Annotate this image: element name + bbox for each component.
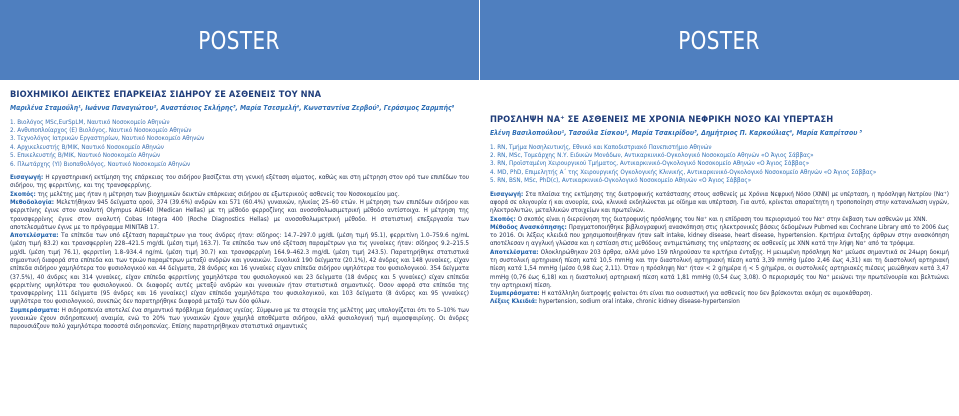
section-text: Στα πλαίσια της εκτίμησης της διατροφικής κατάστασης στους ασθενείς με Χρόνια Νεφρική Νόσο (ΧΝΝ) με υπέρταση, η πρόσληψη Νατρίου (Να⁺) αφορά σε ολιγουρία ή και ανουρία, ενώ, κλινικά εκδηλώνεται με οίδημα και υπέρταση. Για αυτό, κρίνεται απαραίτητη η τροποποίηση στην καταναλωση υγρών, ηλεκτρολυτών, μεταλλικών στοιχείων και πρωτεϊνών. [490,190,949,215]
right-section-aim [490,216,949,224]
left-poster-content [0,80,479,332]
section-text: hypertension, sodium oral intake, chronic kidney disease-hypertension [537,298,740,306]
left-section-introduction [10,174,469,191]
section-text: Τα επίπεδα των υπό εξέταση παραμέτρων για τους άνδρες ήταν: σίδηρος: 14.7–297.0 μg/dL (μέση τιμή 95.1), φερριτίνη 1.0–759.6 ng/mL (μέση τιμή 83.2) και τρανσφερρίνη 228–421.5 mg/dL (μέση τιμή 163.7). Τα επίπεδα των υπό εξέταση παραμέτρων για τις γυναίκες ήταν: σίδηρος 9.2–215.5 μg/dL (μέση τιμή 76.1), φερριτίνη 1.8–934.4 ng/mL (μέση τιμή 30.7) και τρανσφερρίνη 164.9–462.3 mg/dL (μέση τιμή 243.5). Παρατηρήθηκε στατιστικά σημαντική διαφορά στα επίπεδα και των τριών παραμέτρων μεταξύ ανδρών και γυναικών. Συνολικά 190 δείγματα (20.1%), 42 άνδρες και 148 γυναίκες, είχαν επίπεδα σιδήρου χαμηλότερα του φυσιολογικού και 44 δείγματα, 28 άνδρες και 16 γυναίκες είχαν επίπεδα σιδήρου υψηλότερα του φυσιολογικού. 354 δείγματα (37.5%), 40 άνδρες και 314 γυναίκες, είχαν επίπεδα φερριτίνης χαμηλότερα του φυσιολογικού και 23 δείγματα (18 άνδρες και 5 γυναίκες) είχαν επίπεδα φερριτίνης υψηλότερα του φυσιολογικού. Οι διαφορές αυτές μεταξύ ανδρών και γυναικών ήταν στατιστικά σημαντικές. Όσον αφορά στα επίπεδα της τρανσφερρίνης 111 δείγματα (95 άνδρες και 16 γυναίκες) είχαν επίπεδα χαμηλότερα του φυσιολογικού, και 103 δείγματα (8 άνδρες και 95 γυναίκες) υψηλότερα του φυσιολογικού, συνεπώς δεν παρατηρήθηκε διαφορά μεταξύ των δύο φύλων. [10,232,469,306]
section-label: Μέθοδος Ανασκόπησης: [490,223,567,231]
section-label: Συμπεράσματα: [10,306,60,314]
affiliation-item: 3. Τεχνολόγος Ιατρικών Εργαστηρίων, Ναυτικό Νοσοκομείο Αθηνών [10,135,205,143]
section-text: Η εργαστηριακή εκτίμηση της επάρκειας του σιδήρου βασίζεται στη γενική εξέταση αίματος, καθώς και στη μέτρηση στον ορό των επιπέδων του σιδήρου, της φερριτίνης, και της τρανσφερρίνης. [10,174,469,190]
section-label: Αποτελέσματα: [10,232,59,240]
section-label: Αποτελέσματα: [490,248,539,256]
affiliation-item: 1. RN, Τμήμα Νοσηλευτικής, Εθνικό και Καποδιστριακό Πανεπιστήμιο Αθηνών [490,143,712,151]
left-abstract-title: ΒΙΟΧΗΜΙΚΟΙ ΔΕΙΚΤΕΣ ΕΠΑΡΚΕΙΑΣ ΣΙΔΗΡΟΥ ΣΕ ΑΣΘΕΝΕΙΣ ΤΟΥ ΝΝΑ [10,89,322,100]
left-section-aim [10,191,469,199]
affiliation-item: 1. Βιολόγος MSc,EurSpLM, Ναυτικό Νοσοκομείο Αθηνών [10,118,170,126]
affiliation-item: 3. RN, Προϊσταμένη Χειρουργικού Τμήματος, Αντικαρκινικό-Ογκολογικό Νοσοκομείο Αθηνών «Ο Άγιος Σάββας» [490,160,810,168]
section-text: της μελέτης μας ήταν η μέτρηση των βιοχημικών δεικτών επάρκειας σιδήρου σε εξωτερικούς ασθενείς του Νοσοκομείου μας. [35,190,400,198]
left-section-conclusions [10,307,469,332]
section-label: Συμπεράσματα: [490,290,540,298]
right-abstract-title: ΠΡΟΣΛΗΨΗ ΝΑ⁺ ΣΕ ΑΣΘΕΝΕΙΣ ΜΕ ΧΡΟΝΙΑ ΝΕΦΡΙΚΗ ΝΟΣΟ ΚΑΙ ΥΠΕΡΤΑΣΗ [490,114,834,125]
right-section-introduction [490,191,949,216]
affiliation-item: 2. RN, MSc, Τομεάρχης Ν.Υ. Ειδικών Μονάδων, Αντικαρκινικό-Ογκολογικό Νοσοκομείο Αθηνών «Ο Άγιος Σάββας» [490,152,814,159]
section-label: Σκοπός: [10,190,36,198]
section-text: Ο σκοπός είναι η διερεύνηση της διατροφικής πρόσληψης του Να⁺ και η επίδραση του περιορισμού του Να⁺ στην έκβαση των ασθενών με ΧΝΝ. [515,215,928,223]
section-text: Η κατάλληλη διατροφής φαίνεται ότι είναι πιο ουσιαστική για ασθενείς που δεν βρίσκονται ακόμη σε αιμοκάθαρση. [539,290,873,298]
affiliation-item: 4. MD, PhD, Επιμελητής Α΄ της Χειρουργικής Ογκολογικής Κλινικής, Αντικαρκινικό-Ογκολογικό Νοσοκομείο Αθηνών «Ο Άγιος Σάββας» [490,168,877,176]
right-poster-banner [480,0,959,80]
section-text: Η σιδηροπενία αποτελεί ένα σημαντικό πρόβλημα δημόσιας υγείας. Σύμφωνα με τα στοιχεία της μελέτης μας υπολογίζεται ότι το 5–10% των γυναικών έχουν σιδηροπενική αναιμία, ενώ το 20% των γυναικών έχουν χαμηλά αποθέματα σιδήρου, αλλά φυσιολογική τιμή αιμοσφαιρίνης. Οι άνδρες παρουσιάζουν πολύ χαμηλότερα ποσοστά σιδηροπενίας. Επίσης παρατηρήθηκαν στατιστικά σημαντικές [10,306,469,331]
affiliation-item: 4. Αρχικελευστής Β/ΜΙΚ, Ναυτικό Νοσοκομείο Αθηνών [10,143,164,151]
right-banner-title: POSTER [678,25,761,55]
right-affiliations [490,144,949,186]
right-section-keywords [490,298,949,306]
left-authors: Μαριλένα Σταμούλη¹, Ιωάννα Παναγιώτου², Αναστάσιος Σκλήρης³, Μαρία Τσεσμελή⁴, Κωνσταντίνα Ζερβού⁵, Γεράσιμος Ζαρμπής⁶ [10,104,455,112]
section-text: Μελετήθηκαν 945 δείγματα ορού, 374 (39.6%) ανδρών και 571 (60.4%) γυναικών, ηλικίας 25–60 ετών. Η μέτρηση των επιπέδων σιδήρου και φερριτίνης έγινε στον αναλυτή Olympus AU640 (Medican Hellas) με τη μέθοδο φερροζίνης και ανοσοθολωσιμετρική μέθοδο αντίστοιχα. Η μέτρηση της τρανσφερρίνης έγινε στον αναλυτή Cobas Integra 400 (Roche Diagnostics Hellas) με ανοσοθολωμετρική μέθοδο. Η στατιστική επεξεργασία των αποτελεσμάτων έγινε με το πρόγραμμα MINITAB 17. [10,198,469,231]
section-label: Λέξεις Κλειδιά: [490,298,538,306]
affiliation-item: 5. Επικελευστής Β/ΜΙΚ, Ναυτικό Νοσοκομείο Αθηνών [10,152,161,160]
right-section-review-method [490,224,949,249]
affiliation-item: 5. RN, BSN, MSc, PhD(c), Αντικαρκινικό-Ογκολογικό Νοσοκομείο Αθηνών «Ο Άγιος Σάββας» [490,177,752,185]
right-section-results [490,249,949,290]
affiliation-item: 6. Πλωτάρχης (ΥΙ) Βιοπαθολόγος, Ναυτικό Νοσοκομείο Αθηνών [10,160,191,168]
section-label: Μεθοδολογία: [10,198,55,206]
section-label: Εισαγωγή: [490,190,524,198]
left-poster-banner [0,0,479,80]
right-poster-column [480,0,959,416]
left-section-results [10,232,469,307]
left-section-methods [10,199,469,232]
section-label: Σκοπός: [490,215,516,223]
section-text: Πραγματοποιήθηκε βιβλιογραφική ανασκόπηση στις ηλεκτρονικές βάσεις δεδομένων Pubmed και Cochrane Library από το 2006 έως το 2016. Οι λέξεις κλειδιά που χρησιμοποιήθηκαν ήταν salt intake, kidney disease, heart disease, hypertension. Κριτήρια ένταξης άρθρων στην ανασκόπηση αποτέλεσαν η αγγλική γλώσσα και η εστίαση στις μεθόδους αντιμετώπισης της υπέρτασης σε ασθενείς με ΧΝΝ κατά την λήψη Να⁺ από τα τρόφιμα. [490,223,949,248]
section-label: Εισαγωγή: [10,174,44,182]
section-text: Ολοκληρώθηκαν 203 άρθρα, αλλά μόνο 159 πληρούσαν τα κριτήρια ένταξης. Η μειωμένη πρόσληψη Να⁺ μείωσε σημαντικά σε 24ωρη δοκιμή τη συστολική αρτηριακή πίεση κατά 10,5 mmHg και την διαστολική αρτηριακή πίεση κατά 3,39 mmHg (μέσο 2,46 έως 4,31) και τη διαστολική αρτηριακή πίεση κατά 1,54 mmHg (μέσο 0,98 έως 2,11). Όταν η πρόσληψη Να⁺ ήταν < 2 g/ημέρα ή < 5 g/ημέρα, οι συστολικές αρτηριακές πιέσεις μειώθηκαν κατά 3,47 mmHg (0,76 έως 6,18) και η διαστολική αρτηριακή πίεση κατά 1,81 mmHg (0,54 έως 3,08). Ο περιορισμός του Να⁺ μειώνει την πρωτεϊνουρία και βελτιώνει την αρτηριακή πίεση. [490,248,949,289]
right-poster-content [480,80,959,307]
left-affiliations [10,119,469,169]
left-banner-title: POSTER [198,25,281,55]
affiliation-item: 2. Ανθυποπλοίαρχος (Ε) Βιολόγος, Ναυτικό Νοσοκομείο Αθηνών [10,127,192,134]
right-authors: Ελένη Βασιλοπούλου¹, Τασούλα Σίσκου², Μαρία Τσακιρίδου³, Δημήτριος Π. Καρκούλιας⁴, Μαρία Καπρίτσου ⁵ [490,129,863,137]
